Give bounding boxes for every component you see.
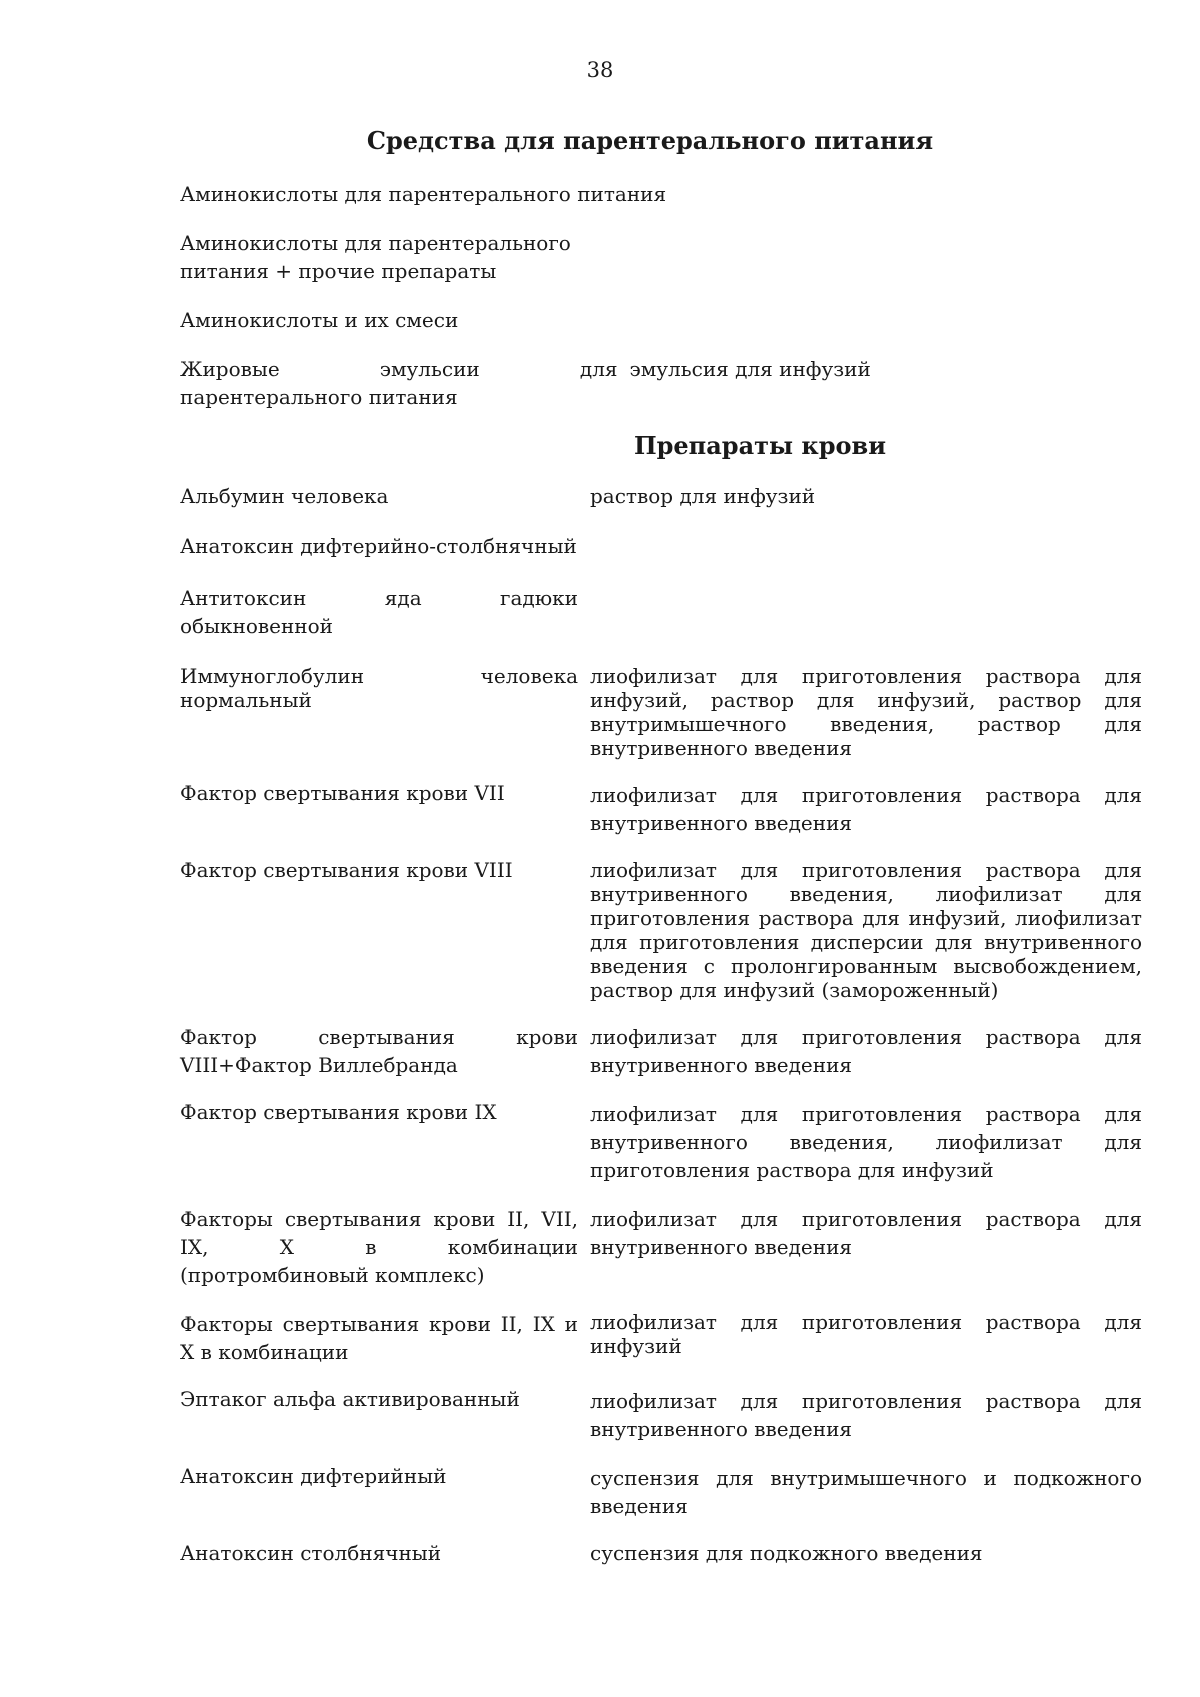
item-form: эмульсия для инфузий: [629, 357, 871, 381]
row-form: [590, 532, 1142, 560]
table-row: [180, 781, 1142, 837]
list-item: [180, 229, 650, 285]
row-name: Факторы свертывания крови II, IX и X в комбинации: [180, 1312, 578, 1364]
blood-products-table: [180, 484, 1142, 1586]
row-form: лиофилизат для приготовления раствора для внутривенного введения, лиофилизат для приготовления раствора для инфузий, лиофилизат для приготовления дисперсии для внутривенного введения с пролонгированным высвобождением, раствор для инфузий (замороженный): [590, 858, 1142, 1002]
row-form: суспензия для подкожного введения: [590, 1541, 983, 1565]
page-number: 38: [586, 58, 614, 82]
list-item: [180, 180, 910, 208]
row-form: лиофилизат для приготовления раствора для внутривенного введения: [590, 1207, 1142, 1259]
row-form: лиофилизат для приготовления раствора для внутривенного введения: [590, 1389, 1142, 1441]
row-name: Фактор свертывания крови VIII+Фактор Виллебранда: [180, 1025, 578, 1077]
row-name: Иммуноглобулин человека нормальный: [180, 664, 578, 712]
row-form: лиофилизат для приготовления раствора для внутривенного введения: [590, 783, 1142, 835]
table-row: [180, 1310, 1142, 1366]
table-row: [180, 1541, 1142, 1565]
item-name: Жировые эмульсии для парентерального питания: [180, 357, 618, 409]
section-title-parenteral-nutrition: Средства для парентерального питания: [366, 126, 934, 155]
row-form: [590, 584, 1142, 640]
row-name: Фактор свертывания крови VIII: [180, 858, 513, 882]
list-item: [180, 355, 910, 411]
table-row: [180, 484, 1142, 508]
table-row: [180, 532, 1142, 560]
row-name: Анатоксин дифтерийный: [180, 1464, 447, 1488]
table-row: [180, 1205, 1142, 1289]
item-name: Аминокислоты для парентерального питания + прочие препараты: [180, 231, 571, 283]
table-row: [180, 1464, 1142, 1520]
row-name: Эптаког альфа активированный: [180, 1387, 520, 1411]
table-row: [180, 1023, 1142, 1079]
item-name: Аминокислоты для парентерального питания: [180, 182, 667, 206]
table-row: [180, 664, 1142, 760]
row-name: Фактор свертывания крови IX: [180, 1100, 497, 1124]
row-name: Фактор свертывания крови VII: [180, 781, 505, 805]
table-row: [180, 584, 1142, 640]
row-name: Альбумин человека: [180, 484, 389, 508]
row-name: Анатоксин дифтерийно-столбнячный: [180, 534, 577, 558]
table-row: [180, 1100, 1142, 1184]
row-form: лиофилизат для приготовления раствора для инфузий, раствор для инфузий, раствор для внутримышечного введения, раствор для внутривенного введения: [590, 664, 1142, 760]
table-row: [180, 1387, 1142, 1443]
row-name: Антитоксин яда гадюки обыкновенной: [180, 586, 578, 638]
row-form: раствор для инфузий: [590, 484, 816, 508]
parenteral-nutrition-list: [180, 180, 910, 432]
row-form: лиофилизат для приготовления раствора для внутривенного введения, лиофилизат для приготовления раствора для инфузий: [590, 1102, 1142, 1182]
item-name: Аминокислоты и их смеси: [180, 308, 459, 332]
row-name: Факторы свертывания крови II, VII, IX, X в комбинации (протромбиновый комплекс): [180, 1207, 578, 1287]
section-title-blood-products: Препараты крови: [633, 431, 887, 460]
row-form: лиофилизат для приготовления раствора для внутривенного введения: [590, 1025, 1142, 1077]
row-name: Анатоксин столбнячный: [180, 1541, 442, 1565]
row-form: суспензия для внутримышечного и подкожного введения: [590, 1466, 1142, 1518]
row-form: лиофилизат для приготовления раствора для инфузий: [590, 1310, 1142, 1358]
list-item: [180, 306, 910, 334]
table-row: [180, 858, 1142, 1002]
